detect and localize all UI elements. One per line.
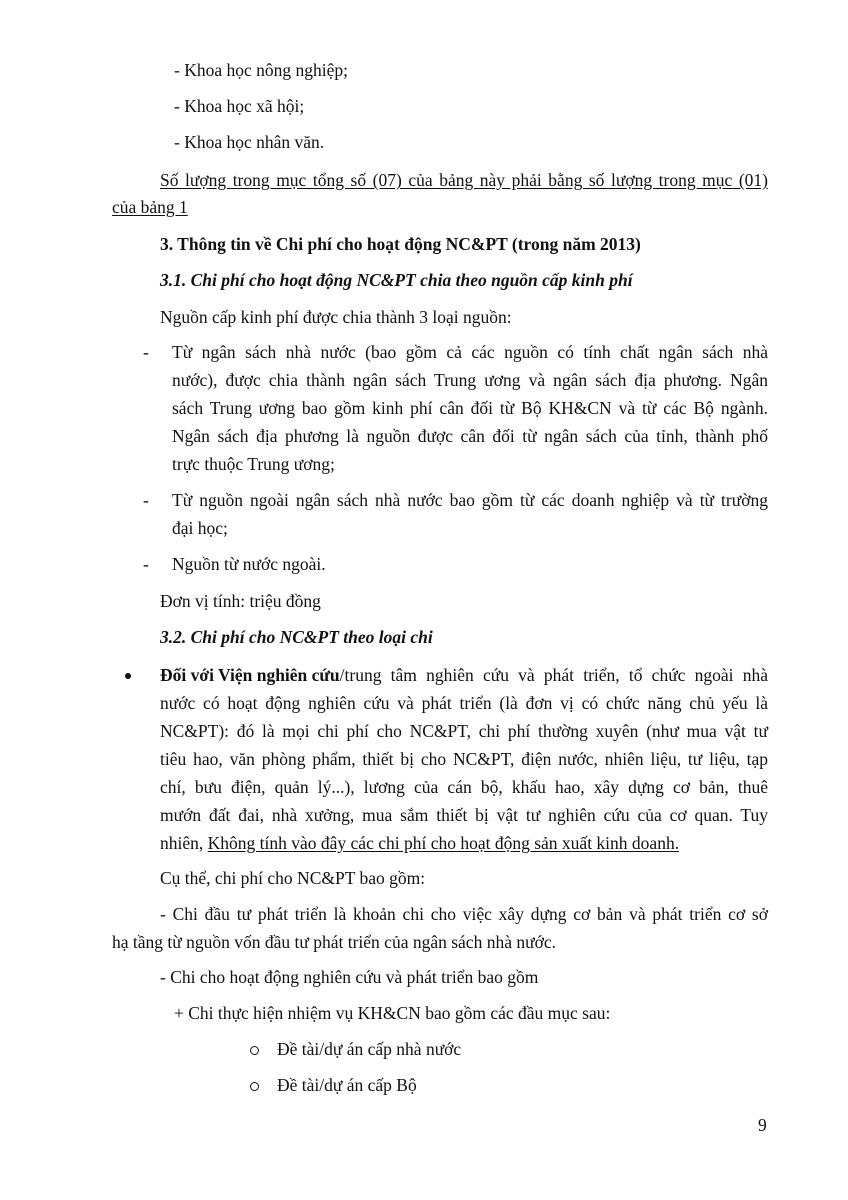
line-rest: /trung tâm nghiên cứu và phát triển, tổ chức ngoài nhà xyxy=(339,665,768,685)
circle-bullet-icon xyxy=(250,1046,259,1055)
paragraph-line: - Chi đầu tư phát triển là khoản chi cho việc xây dựng cơ bản và phát triển cơ sở xyxy=(160,904,768,924)
note-line: Số lượng trong mục tổng số (07) của bảng này phải bằng số lượng trong mục (01) xyxy=(160,170,768,190)
source-line: Từ nguồn ngoài ngân sách nhà nước bao gồm từ các doanh nghiệp và từ trường xyxy=(172,490,768,510)
institute-line: NC&PT): đó là mọi chi phí cho NC&PT, chi phí thường xuyên (như mua vật tư xyxy=(160,721,768,741)
institute-line: chí, bưu điện, quản lý...), lương của cán bộ, khấu hao, xây dựng cơ bản, thuê xyxy=(160,777,768,797)
paragraph: + Chi thực hiện nhiệm vụ KH&CN bao gồm các đầu mục sau: xyxy=(174,1003,611,1023)
list-item: Đề tài/dự án cấp nhà nước xyxy=(277,1039,462,1059)
page-number: 9 xyxy=(758,1115,767,1135)
institute-line-1 xyxy=(160,664,768,686)
source-line: Ngân sách địa phương là nguồn được cân đối từ ngân sách của tỉnh, thành phố xyxy=(172,426,768,446)
institute-line: tiêu hao, văn phòng phẩm, thiết bị cho NC&PT, điện nước, nhiên liệu, tư liệu, tạp xyxy=(160,749,768,769)
dash-marker: - xyxy=(143,342,149,362)
paragraph: Cụ thể, chi phí cho NC&PT bao gồm: xyxy=(160,868,426,888)
list-item: - Khoa học nhân văn. xyxy=(174,132,325,152)
institute-line xyxy=(160,832,679,854)
paragraph: - Chi cho hoạt động nghiên cứu và phát triển bao gồm xyxy=(160,967,539,987)
institute-line: nước có hoạt động nghiên cứu và phát triển (là đơn vị có chức năng chủ yếu là xyxy=(160,693,768,713)
source-line: Từ ngân sách nhà nước (bao gồm cả các nguồn có tính chất ngân sách nhà xyxy=(172,342,768,362)
source-line: sách Trung ương bao gồm kinh phí cân đối từ Bộ KH&CN và từ các Bộ ngành. xyxy=(172,398,768,418)
underlined-exclusion: Không tính vào đây các chi phí cho hoạt động sản xuất kinh doanh. xyxy=(207,833,680,853)
unit-note: Đơn vị tính: triệu đồng xyxy=(160,591,321,611)
source-line: Nguồn từ nước ngoài. xyxy=(172,554,326,574)
bullet-dot xyxy=(125,673,131,679)
institute-line: mướn đất đai, nhà xưởng, mua sắm thiết bị vật tư nghiên cứu của cơ quan. Tuy xyxy=(160,805,768,825)
subsection-heading: 3.1. Chi phí cho hoạt động NC&PT chia theo nguồn cấp kinh phí xyxy=(160,270,633,290)
dash-marker: - xyxy=(143,554,149,574)
section-heading: 3. Thông tin về Chi phí cho hoạt động NC&PT (trong năm 2013) xyxy=(160,234,641,254)
source-line: đại học; xyxy=(172,518,228,538)
dash-marker: - xyxy=(143,490,149,510)
list-item: - Khoa học xã hội; xyxy=(174,96,305,116)
list-item: Đề tài/dự án cấp Bộ xyxy=(277,1075,417,1095)
list-item: - Khoa học nông nghiệp; xyxy=(174,60,348,80)
subsection-heading: 3.2. Chi phí cho NC&PT theo loại chi xyxy=(160,627,433,647)
paragraph-line: hạ tầng từ nguồn vốn đầu tư phát triển của ngân sách nhà nước. xyxy=(112,932,556,952)
bold-lead: Đối với Viện nghiên cứu xyxy=(160,665,340,685)
source-line: nước), được chia thành ngân sách Trung ương và ngân sách địa phương. Ngân xyxy=(172,370,768,390)
paragraph: Nguồn cấp kinh phí được chia thành 3 loại nguồn: xyxy=(160,307,512,327)
line-prefix: nhiên, xyxy=(160,833,208,853)
circle-bullet-icon xyxy=(250,1082,259,1091)
note-line: của bảng 1 xyxy=(112,197,188,217)
source-line: trực thuộc Trung ương; xyxy=(172,454,335,474)
